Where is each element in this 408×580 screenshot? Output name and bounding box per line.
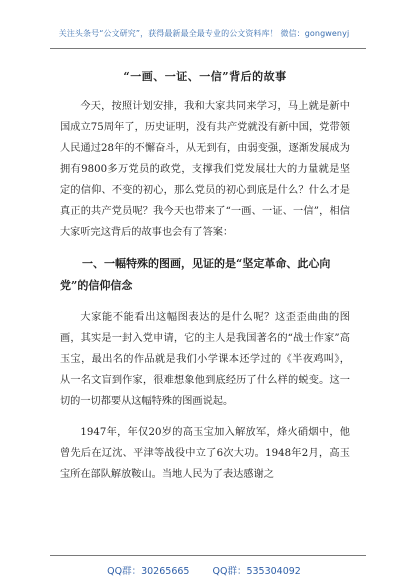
document-body [60,64,350,495]
intro-paragraph: 今天，按照计划安排，我和大家共同来学习，马上就是新中国成立75周年了，历史证明，没有共产党就没有新中国，党带领人民通过28年的不懈奋斗，从无到有，由弱变强，逐渐发展成为拥有9800多万党员的政党，支撑我们党发展壮大的力量就是坚定的信仰、不变的初心，那么党员的初心到底是什么？什么才是真正的共产党员呢？我今天也带来了“一画、一证、一信”，相信大家听完这背后的故事也会有了答案： [60,101,350,238]
qq-group-1: QQ群：30265665 [107,566,190,577]
document-title: “一画、一证、一信”背后的故事 [123,70,287,83]
page-footer [0,555,408,580]
section-heading-1: 一、一幅特殊的图画，见证的是“坚定革命、此心向党”的信仰信念 [60,257,331,292]
section-paragraph-2: 1947年，年仅20岁的高玉宝加入解放军，烽火硝烟中，他曾先后在辽沈、平津等战役中立了6次大功。1948年2月，高玉宝所在部队解放鞍山。当地人民为了表达感谢之 [60,427,350,480]
footer-contacts [0,563,408,577]
header-promo-text: 关注头条号“公文研究”，获得最新最全最专业的公文资料库！ 微信：gongwenyj [58,29,350,38]
header-divider [50,48,366,49]
qq-group-2: QQ群：535304092 [212,566,301,577]
page-header [0,0,408,52]
section-paragraph-1: 大家能不能看出这幅图表达的是什么呢？这歪歪曲曲的图画，其实是一封入党申请，它的主人是我国著名的“战士作家”高玉宝，最出名的作品就是我们小学课本还学过的《半夜鸡叫》，从一名文盲到作家，很难想象他到底经历了什么样的蜕变。这一切的一切都要从这幅特殊的图画说起。 [60,312,350,407]
footer-divider [50,555,366,556]
